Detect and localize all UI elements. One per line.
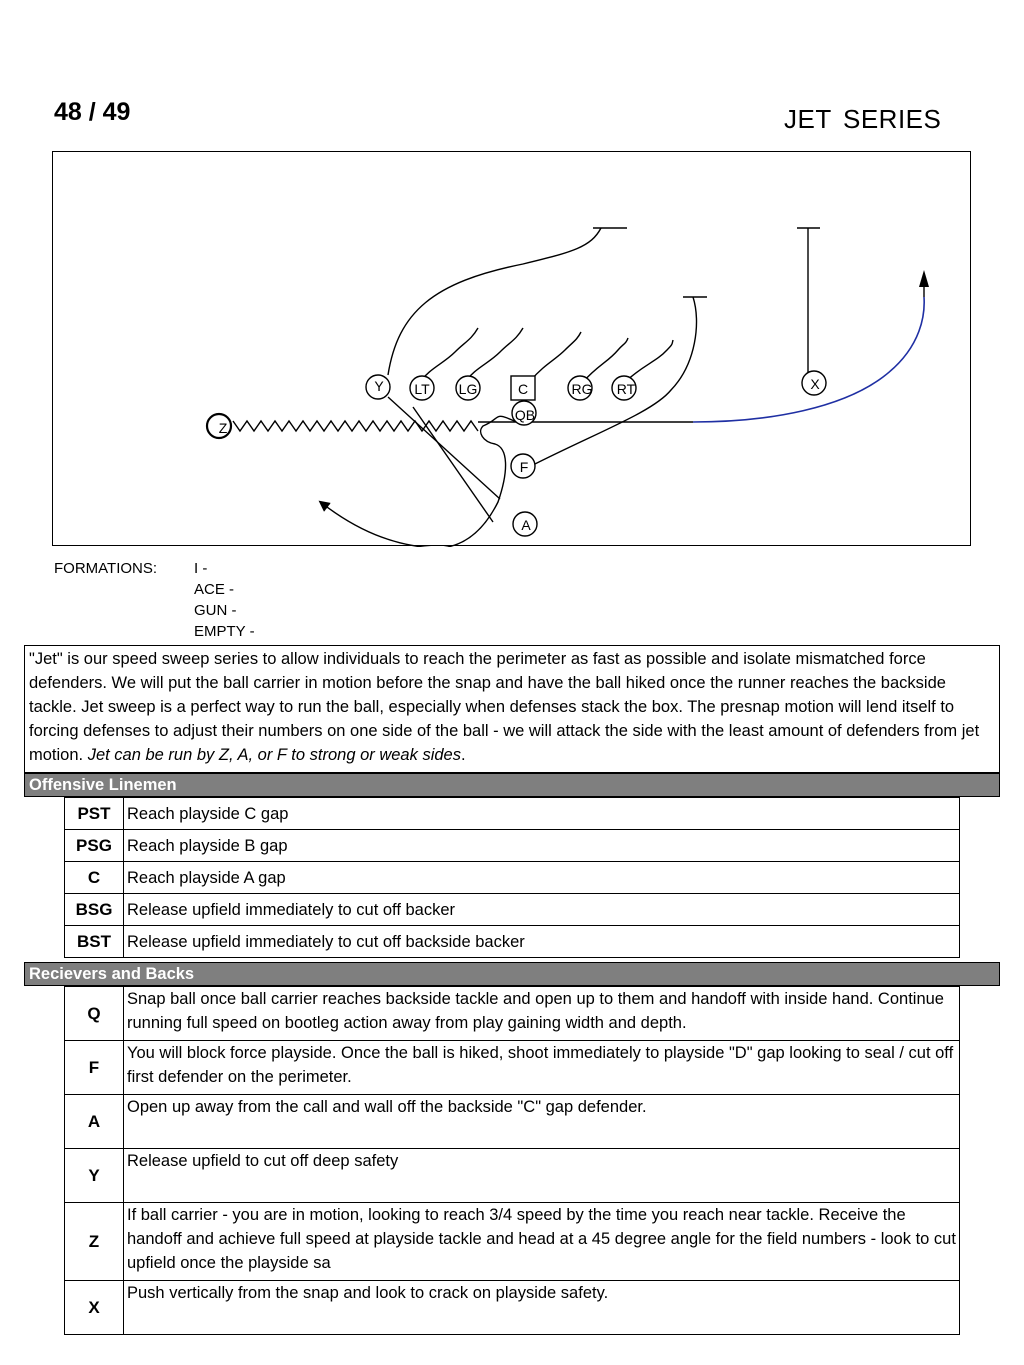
player-y xyxy=(366,375,390,399)
svg-text:LT: LT xyxy=(414,381,430,397)
assignment-text: If ball carrier - you are in motion, looking to reach 3/4 speed by the time you reach near tackle. Receive the handoff and achieve full speed at playside tackle and head at a 45 degree angle for the field numbers - look to cut upfield once the playside sa xyxy=(124,1203,960,1281)
y-route xyxy=(388,228,601,375)
a-route xyxy=(388,397,500,499)
description-end: . xyxy=(460,746,466,764)
position-code: X xyxy=(65,1281,124,1335)
player-x xyxy=(802,371,826,395)
player-lg xyxy=(456,376,480,400)
player-rt xyxy=(612,376,636,400)
position-code: PST xyxy=(65,798,124,830)
position-code: BST xyxy=(65,926,124,958)
svg-text:LG: LG xyxy=(458,381,478,397)
page-number: 48 / 49 xyxy=(54,98,131,126)
formation-item: I - xyxy=(194,560,208,577)
svg-text:RT: RT xyxy=(616,381,636,397)
z-motion xyxy=(233,421,478,431)
table-row xyxy=(65,862,960,894)
table-row xyxy=(65,1281,960,1335)
table-row xyxy=(65,830,960,862)
receivers-backs-heading: Recievers and Backs xyxy=(24,962,1000,986)
table-row xyxy=(65,1203,960,1281)
svg-text:RG: RG xyxy=(571,381,593,397)
table-row xyxy=(65,1095,960,1149)
position-code: C xyxy=(65,862,124,894)
description-text: "Jet" is our speed sweep series to allow individuals to reach the perimeter as fast as possible and isolate mismatched force defenders. We will put the ball carrier in motion before the snap and have the ball hiked once the runner reaches the backside tackle. Jet sweep is a perfect way to run the ball, especially when defenses stack the box. The presnap motion will lend itself to forcing defenses to adjust their numbers on one side of the ball - we will attack the side with the least amount of defenders from jet motion. xyxy=(29,650,980,764)
y-block-line xyxy=(413,407,493,522)
assignment-text: Release upfield immediately to cut off backside backer xyxy=(124,926,960,958)
formations-list xyxy=(194,558,255,642)
assignment-text: You will block force playside. Once the ball is hiked, shoot immediately to playside "D" gap looking to seal / cut off first defender on the perimeter. xyxy=(124,1041,960,1095)
assignment-text: Release upfield to cut off deep safety xyxy=(124,1149,960,1203)
player-z xyxy=(207,414,231,438)
assignment-text: Reach playside B gap xyxy=(124,830,960,862)
formation-item: EMPTY - xyxy=(194,623,255,640)
player-a xyxy=(513,512,537,536)
svg-text:C: C xyxy=(517,381,529,397)
table-row xyxy=(65,987,960,1041)
c-release xyxy=(531,332,581,380)
position-code: F xyxy=(65,1041,124,1095)
play-diagram-svg xyxy=(53,152,972,547)
assignment-text: Reach playside C gap xyxy=(124,798,960,830)
svg-text:QB: QB xyxy=(514,407,536,423)
description-italic: Jet can be run by Z, A, or F to strong or weak sides xyxy=(87,746,461,764)
series-description xyxy=(24,645,1000,773)
rg-release xyxy=(583,338,628,382)
svg-text:Y: Y xyxy=(374,378,384,394)
position-code: Y xyxy=(65,1149,124,1203)
position-code: Q xyxy=(65,987,124,1041)
player-f xyxy=(511,454,535,478)
formation-item: ACE - xyxy=(194,581,235,598)
player-rg xyxy=(568,376,593,400)
rt-release xyxy=(625,340,673,382)
assignment-text: Push vertically from the snap and look to crack on playside safety. xyxy=(124,1281,960,1335)
position-code: PSG xyxy=(65,830,124,862)
formation-item: GUN - xyxy=(194,602,237,619)
position-code: BSG xyxy=(65,894,124,926)
position-code: A xyxy=(65,1095,124,1149)
assignment-text: Open up away from the call and wall off the backside "C" gap defender. xyxy=(124,1095,960,1149)
table-row xyxy=(65,798,960,830)
assignment-text: Snap ball once ball carrier reaches backside tackle and open up to them and handoff with inside hand. Continue running full speed on bootleg action away from play gaining width and depth. xyxy=(124,987,960,1041)
svg-text:A: A xyxy=(521,517,531,533)
svg-text:X: X xyxy=(810,376,820,392)
player-lt xyxy=(410,376,434,400)
player-qb xyxy=(512,401,536,425)
position-code: Z xyxy=(65,1203,124,1281)
svg-text:Z: Z xyxy=(218,420,228,436)
series-title: JET SERIES xyxy=(784,104,942,134)
table-row xyxy=(65,926,960,958)
assignment-text: Release upfield immediately to cut off backer xyxy=(124,894,960,926)
svg-text:F: F xyxy=(519,459,529,475)
table-row xyxy=(65,1041,960,1095)
offensive-linemen-heading: Offensive Linemen xyxy=(24,773,1000,797)
receivers-backs-table xyxy=(64,986,960,1335)
table-row xyxy=(65,894,960,926)
assignment-text: Reach playside A gap xyxy=(124,862,960,894)
formations-label: FORMATIONS: xyxy=(54,560,158,577)
play-diagram xyxy=(52,151,971,546)
player-c xyxy=(511,376,535,400)
table-row xyxy=(65,1149,960,1203)
offensive-linemen-table xyxy=(64,797,960,958)
qb-bootleg xyxy=(323,504,441,547)
